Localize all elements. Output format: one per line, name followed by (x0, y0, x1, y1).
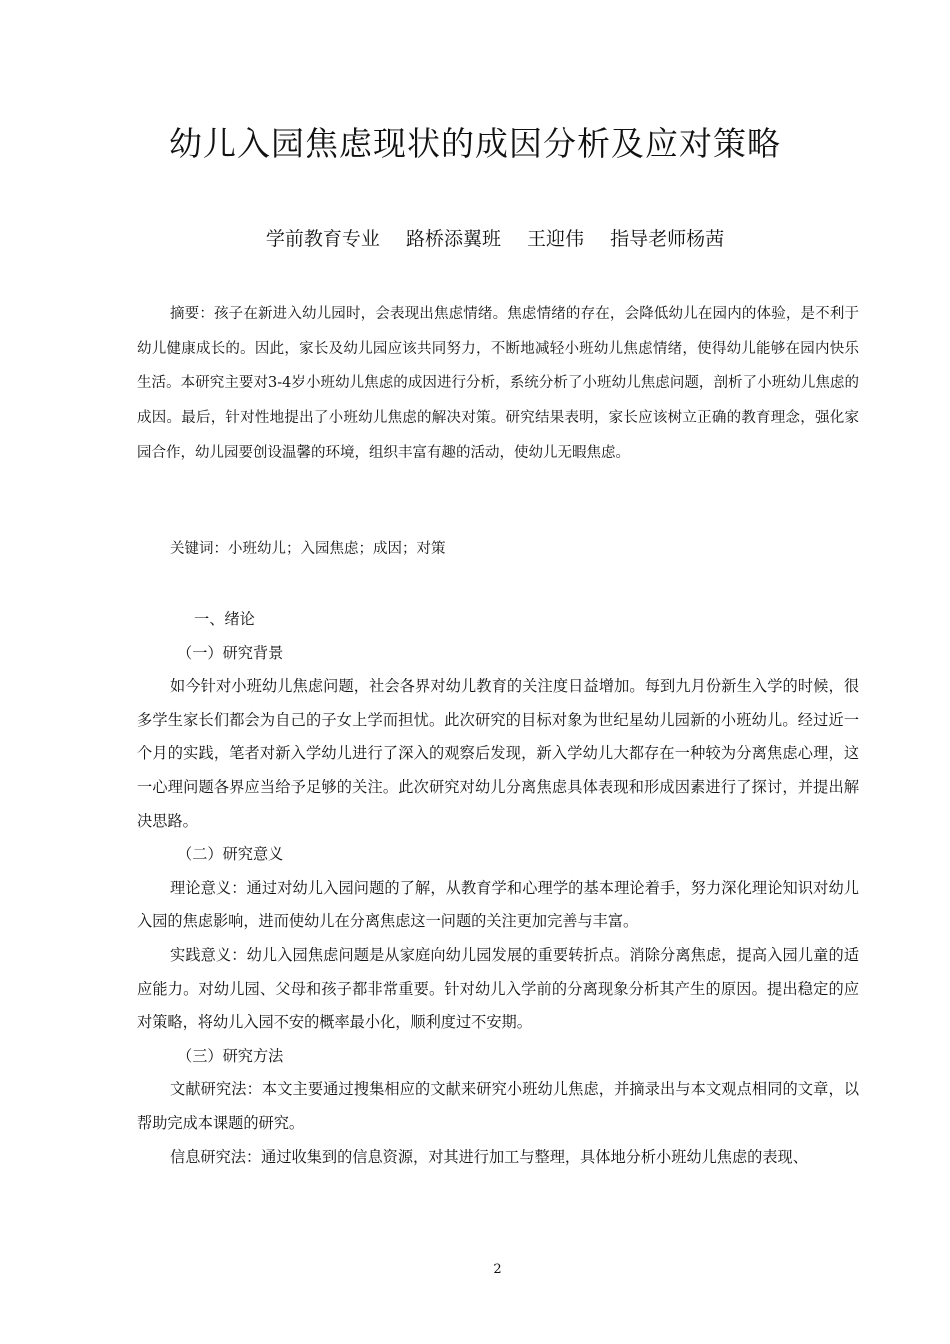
author-name: 王迎伟 (527, 228, 585, 250)
keywords-text: 小班幼儿；入园焦虑；成因；对策 (228, 541, 446, 557)
subsection-heading: （三）研究方法 (177, 1046, 284, 1065)
paragraph: 理论意义：通过对幼儿入园问题的了解，从教育学和心理学的基本理论着手，努力深化理论知识对幼儿入园的焦虑影响，进而使幼儿在分离焦虑这一问题的关注更加完善与丰富。 (137, 878, 859, 931)
paragraph: 实践意义：幼儿入园焦虑问题是从家庭向幼儿园发展的重要转折点。消除分离焦虑，提高入园儿童的适应能力。对幼儿园、父母和孩子都非常重要。针对幼儿入学前的分离现象分析其产生的原因。提出稳定的应对策略，将幼儿入园不安的概率最小化，顺利度过不安期。 (137, 945, 859, 1032)
keywords (170, 534, 860, 564)
abstract-label: 摘要： (170, 306, 214, 322)
subsection-heading: （一）研究背景 (177, 643, 284, 662)
abstract (137, 297, 859, 471)
author-line (0, 224, 950, 251)
paragraph: 文献研究法：本文主要通过搜集相应的文献来研究小班幼儿焦虑，并摘录出与本文观点相同的文章，以帮助完成本课题的研究。 (137, 1080, 859, 1132)
author-class: 路桥添翼班 (405, 228, 501, 250)
abstract-text: 孩子在新进入幼儿园时，会表现出焦虑情绪。焦虑情绪的存在，会降低幼儿在园内的体验，是不利于幼儿健康成长的。因此，家长及幼儿园应该共同努力，不断地减轻小班幼儿焦虑情绪，使得幼儿能够在园内快乐生活。本研究主要对3-4岁小班幼儿焦虑的成因进行分析，系统分析了小班幼儿焦虑问题，剖析了小班幼儿焦虑的成因。最后，针对性地提出了小班幼儿焦虑的解决对策。研究结果表明，家长应该树立正确的教育理念，强化家园合作，幼儿园要创设温馨的环境，组织丰富有趣的活动，使幼儿无暇焦虑。 (137, 306, 860, 461)
author-major: 学前教育专业 (265, 228, 380, 250)
subsection-heading: （二）研究意义 (177, 845, 284, 864)
body-text (137, 603, 859, 1174)
section-heading: 一、绪论 (194, 610, 255, 628)
keywords-label: 关键词： (170, 541, 228, 557)
author-advisor: 指导老师杨茜 (610, 228, 725, 250)
paragraph: 如今针对小班幼儿焦虑问题，社会各界对幼儿教育的关注度日益增加。每到九月份新生入学的时候，很多学生家长们都会为自己的子女上学而担忧。此次研究的目标对象为世纪星幼儿园新的小班幼儿。经过近一个月的实践，笔者对新入学幼儿进行了深入的观察后发现，新入学幼儿大都存在一种较为分离焦虑心理，这一心理问题各界应当给予足够的关注。此次研究对幼儿分离焦虑具体表现和形成因素进行了探讨，并提出解决思路。 (137, 677, 859, 830)
paper-title: 幼儿入园焦虑现状的成因分析及应对策略 (169, 124, 781, 163)
page-number: 2 (493, 1262, 502, 1277)
paragraph: 信息研究法：通过收集到的信息资源，对其进行加工与整理，具体地分析小班幼儿焦虑的表现、 (170, 1147, 808, 1166)
